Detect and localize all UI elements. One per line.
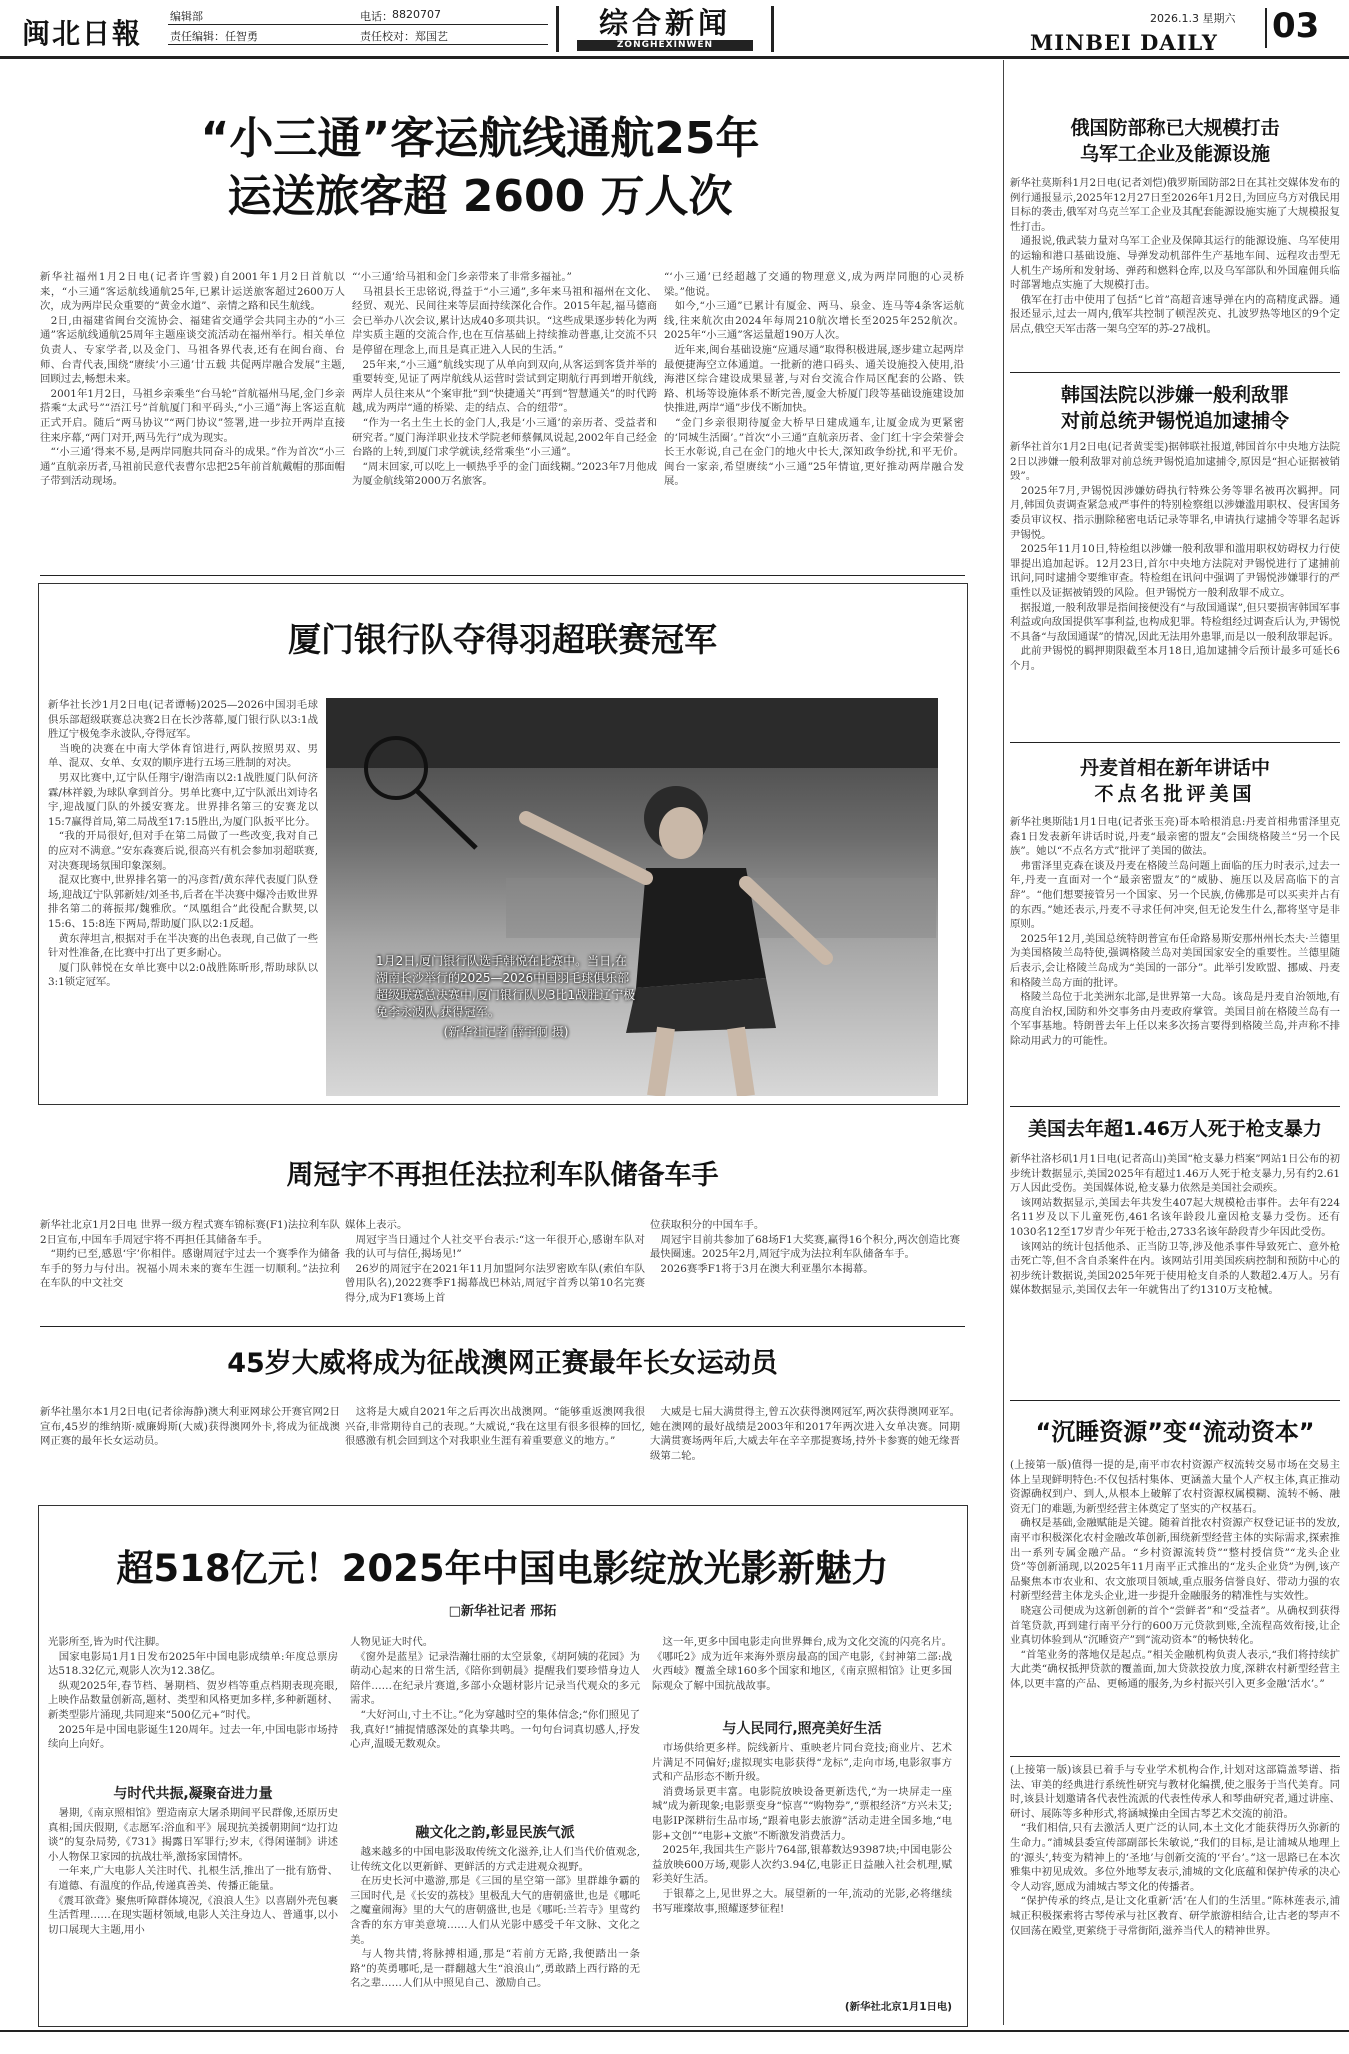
film-dateline: (新华社北京1月1日电) <box>844 2001 952 2013</box>
film-column-2a: 人物见证大时代。 《窗外是蓝星》记录浩瀚壮丽的太空景象,《胡阿姨的花园》为萌动心起来的日常生活,《陪你到朝晨》提醒我们要珍惜身边人陪伴……在纪录片赛道,多部小众题材影片记录当代观众的多元需求。 “大好河山,寸土不让。”化为穿越时空的集体信念;“你们照见了我,真好!”捕捉情感深处的真挚共鸣。一句句台词真切感人,抒发心声,温暖无数观众。 <box>350 1636 640 1751</box>
russia-body: 新华社莫斯科1月2日电(记者刘恺)俄罗斯国防部2日在其社交媒体发布的例行通报显示,2025年12月27日至2026年1月2日,为回应乌方对俄民用目标的袭击,俄军对乌克兰军工企业及其配套能源设施实施了大规模报复性打击。 通报说,俄武装力量对乌军工企业及保障其运行的能源设施、乌军使用的运输和港口基础设施、导弹发动机部件生产基地车间、远程攻击型无人机生产场所和发射场、弹药和燃料仓库,以及乌军部队和外国雇佣兵临时部署地点实施了大规模打击。 俄军在打击中使用了包括“匕首”高超音速导弹在内的高精度武器。通报还显示,过去一周内,俄军共控制了顿涅茨克、扎波罗热等地区的9个定居点,俄空天军击落一架乌空军的苏-27战机。 <box>1010 177 1340 335</box>
zhou-column-2: 媒体上表示。 周冠宇当日通过个人社交平台表示:“这一年很开心,感谢车队对我的认可与信任,揭场见!” 26岁的周冠宇在2021年11月加盟阿尔法罗密欧车队(索伯车队曾用队名),2022赛季F1揭幕战巴林站,周冠宇首秀以第10名完赛得分,成为F1赛场上首 <box>345 1219 645 1304</box>
photo-credit: (新华社记者 薛宇舸 摄) <box>443 1025 569 1039</box>
page-number: 03 <box>1272 6 1320 46</box>
paper-english-name: MINBEI DAILY <box>1030 30 1218 55</box>
denmark-body: 新华社奥斯陆1月1日电(记者张玉亮)哥本哈根消息:丹麦首相弗雷泽里克森1日发表新年讲话时说,丹麦“最亲密的盟友”会围绕格陵兰“另一个民族”。她以“不点名方式”批评了美国的做法。 弗雷泽里克森在谈及丹麦在格陵兰岛问题上面临的压力时表示,过去一年,丹麦一直面对一个“最亲密盟友”的“威胁、施压以及居高临下的言辞”。“他们想要接管另一个国家、另一个民族,仿佛那是可以买卖并占有的东西。”她还表示,丹麦不寻求任何冲突,但无论发生什么,都将坚守是非原则。 2025年12月,美国总统特朗普宣布任命路易斯安那州州长杰夫·兰德里为美国格陵兰岛特使,强调格陵兰岛对美国国家安全的重要性。兰德里随后表示,会让格陵兰岛成为“美国的一部分”。此举引发欧盟、挪威、丹麦和格陵兰岛方面的批评。 格陵兰岛位于北美洲东北部,是世界第一大岛。该岛是丹麦自治领地,有高度自治权,国防和外交事务由丹麦政府掌管。美国目前在格陵兰岛有一个军事基地。特朗普去年上任以来多次扬言要得到格陵兰岛,并声称不排除动用武力的可能性。 <box>1010 816 1340 1047</box>
resources-headline: “沉睡资源”变“流动资本” <box>1035 1418 1315 1446</box>
denmark-headline-line-2: 不点名批评美国 <box>1094 783 1256 805</box>
korea-headline <box>1010 382 1340 434</box>
section-title: 综合新闻 <box>598 6 731 40</box>
denmark-headline <box>1010 755 1340 807</box>
russia-headline-line-2: 乌军工企业及能源设施 <box>1079 143 1270 165</box>
badminton-headline: 厦门银行队夺得羽超联赛冠军 <box>288 620 717 659</box>
photo-caption-text: 1月2日,厦门银行队选手韩悦在比赛中。当日,在湖南长沙举行的2025—2026中国羽毛球俱乐部超级联赛总决赛中,厦门银行队以3比1战胜辽宁极兔李永波队,获得冠军。 <box>376 954 636 1019</box>
three-links-column-1: 新华社福州1月2日电(记者许雪毅)自2001年1月2日首航以来，“小三通”客运航线通航25年,已累计运送旅客超过2600万人次，成为两岸民众重要的“黄金水道”、亲情之路和民生航线。 2日,由福建省闽台交流协会、福建省交通学会共同主办的“小三通”客运航线通航25周年主题座谈交流活动在福州举行。相关单位负责人、专家学者,以及金门、马祖各界代表,还有在闽台商、台师、台青代表,围绕“赓续‘小三通’廿五载 共促两岸融合发展”主题,回顾过去,畅想未来。 2001年1月2日，马祖乡亲乘坐“台马轮”首航福州马尾,金门乡亲搭乘“太武号”“浯江号”首航厦门和平码头,“小三通”海上客运直航正式开启。随后“两马协议”“两门协议”签署,进一步拉开两岸直接往来序幕,“两门对开,两马先行”成为现实。 “‘小三通’得来不易,是两岸同胞共同奋斗的成果。”作为首次“小三通”直航亲历者,马祖前民意代表曹尔忠把25年前首航戴帽的那面帽子带到活动现场。 <box>40 271 345 488</box>
film-column-1b: 暑期,《南京照相馆》塑造南京大屠杀期间平民群像,还原历史真相;国庆假期,《志愿军:浴血和平》展现抗美援朝期间“边打边谈”的复杂局势,《731》揭露日军罪行;岁末,《得闲谨制》讲述小人物保卫家园的抗战壮举,激扬家国情怀。 一年来,广大电影人关注时代、扎根生活,推出了一批有筋骨、有道德、有温度的作品,传递真善美、传播正能量。 《震耳欲聋》聚焦听障群体境况,《浪浪人生》以喜剧外壳包裹生活哲理……在现实题材领域,电影人关注身边人、普通事,以小切口展现大主题,用小 <box>48 1807 338 1936</box>
zhou-headline: 周冠宇不再担任法拉利车队储备车手 <box>286 1160 719 1191</box>
three-links-column-2: “‘小三通’给马祖和金门乡亲带来了非常多福祉。” 马祖县长王忠铭说,得益于“小三通”,多年来马祖和福州在文化、经贸、观光、民间往来等层面持续深化合作。2015年起,福马德商会已举办八次会议,累计达成40多项共识。“这些成果逐步转化为两岸实质主题的交流合作,也在互信基础上持续推动普惠,让交流不只是停留在理念上,而且是真正进入人民的生活。” 25年来,“小三通”航线实现了从单向到双向,从客运到客货并举的重要转变,见证了两岸航线从运营时尝试到定期航行再到增开航线,两岸人员往来从“个案审批”到“快捷通关”再到“智慧通关”的时代跨越,成为两岸“通的桥梁、走的结点、合的纽带”。 “作为一名土生土长的金门人,我是‘小三通’的亲历者、受益者和研究者。”厦门海洋职业技术学院老师蔡佩凤说起,2002年自己经金台路的上转,到厦门求学就读,经常乘坐“小三通”。 “周末回家,可以吃上一顿热乎乎的金门面线糊。”2023年7月他成为厦金航线第2000万名旅客。 <box>352 271 657 488</box>
newspaper-logo: 闽北日報 <box>22 17 143 50</box>
headline-line-2: 运送旅客超 2600 万人次 <box>227 171 733 222</box>
phone-number: 8820707 <box>392 8 441 21</box>
film-column-1a: 光影所至,皆为时代注脚。 国家电影局1月1日发布2025年中国电影成绩单:年度总票房达518.32亿元,观影人次为12.38亿。 纵观2025年,春节档、暑期档、贺岁档等重点档期表现亮眼,上映作品数量创新高,题材、类型和风格更加多样,多种新题材、新类型影片涌现,共同迎来“500亿元+”时代。 2025年是中国电影诞生120周年。过去一年,中国电影市场持续向上向好。 <box>48 1636 338 1751</box>
film-byline: □新华社记者 邢拓 <box>448 1604 557 1619</box>
film-subhead-2: 融文化之韵,彰显民族气派 <box>415 1825 575 1841</box>
korea-body: 新华社首尔1月2日电(记者黄雯雯)据韩联社报道,韩国首尔中央地方法院2日以涉嫌一般利敌罪对前总统尹锡悦追加逮捕令,原因是“担心证据被销毁”。 2025年7月,尹锡悦因涉嫌妨碍执行特殊公务等罪名被再次羁押。同月,韩国负责调查紧急戒严事件的特别检察组以涉嫌滥用职权、侵害国务委员审议权、指示删除秘密电话记录等罪名,申请执行逮捕令等罪名起诉尹锡悦。 2025年11月10日,特检组以涉嫌一般利敌罪和滥用职权妨碍权力行使罪提出追加起诉。12月23日,首尔中央地方法院对尹锡悦进行了逮捕前讯问,同时逮捕令要维审查。特检组在讯问中强调了尹锡悦涉嫌罪行的严重性以及证据被销毁的风险。但尹锡悦方一般利敌罪不成立。 据报道,一般利敌罪是指间接便没有“与敌国通谋”,但只要损害韩国军事利益或向敌国提供军事利益,也构成犯罪。特检组经过调查后认为,尹锡悦不具备“与敌国通谋”的情况,因此无法用外患罪,而是以一般利敌罪起诉。 此前尹锡悦的羁押期限截至本月18日,追加逮捕令后预计最多可延长6个月。 <box>1010 441 1340 672</box>
headline-line-1: “小三通”客运航线通航25年 <box>200 113 760 164</box>
guns-body: 新华社洛杉矶1月1日电(记者高山)美国“枪支暴力档案”网站1日公布的初步统计数据显示,美国2025年有超过1.46万人死于枪支暴力,另有约2.61万人因此受伤。美国媒体说,枪支暴力依然是美国社会顽疾。 该网站数据显示,美国去年共发生407起大规模枪击事件。去年有224名11岁及以下儿童死伤,461名该年龄段儿童因枪支暴力受伤。还有1030名12至17岁青少年死于枪击,2733名该年龄段青少年因此受伤。 该网站的统计包括他杀、正当防卫等,涉及他杀事件导致死亡、意外枪击死亡等,但不含自杀案件在内。该网站引用美国疾病控制和预防中心的初步统计数据说,美国2025年死于使用枪支自杀的人数超2.4万人。另有媒体数据显示,美国仅去年一年就售出了约1310万支枪械。 <box>1010 1153 1340 1297</box>
korea-headline-line-1: 韩国法院以涉嫌一般利敌罪 <box>1060 384 1289 406</box>
badminton-body: 新华社长沙1月2日电(记者谭畅)2025—2026中国羽毛球俱乐部超级联赛总决赛2日在长沙落幕,厦门银行队以3:1战胜辽宁极兔李永波队,夺得冠军。 当晚的决赛在中南大学体育馆进行,两队按照男双、男单、混双、女单、女双的顺序进行五场三胜制的对决。 男双比赛中,辽宁队任翔宇/谢浩南以2:1战胜厦门队何济霖/林祥毅,为球队拿到首分。男单比赛中,辽宁队派出刘诗名宇,迎战厦门队的外援安赛龙。世界排名第三的安赛龙以15:7赢得首局,第二局战至17:15胜出,为厦门队扳平比分。 “我的开局很好,但对手在第二局做了一些改变,我对自己的应对不满意。”安东森赛后说,很高兴有机会参加羽超联赛,对决赛现场氛围印象深刻。 混双比赛中,世界排名第一的冯彦哲/黄东萍代表厦门队登场,迎战辽宁队郭新娃/刘圣书,后者在半决赛中爆冷击败世界排名第二的蒋振邦/魏雅欣。“凤凰组合”此役配合默契,以15:6、15:8连下两局,帮助厦门队以2:1反超。 黄东萍坦言,根据对手在半决赛的出色表现,自己做了一些针对性准备,在比赛中打出了更多耐心。 厦门队韩悦在女单比赛中以2:0战胜陈昕形,帮助球队以3:1锁定冠军。 <box>48 699 318 989</box>
film-subhead-1: 与时代共振,凝聚奋进力量 <box>113 1786 273 1802</box>
film-headline: 超518亿元！2025年中国电影绽放光影新魅力 <box>116 1547 889 1590</box>
section-banner <box>556 6 774 52</box>
three-links-column-3: “‘小三通’已经超越了交通的物理意义,成为两岸同胞的心灵桥梁。”他说。 如今,“小三通”已累计有厦金、两马、泉金、连马等4条客运航线,往来航次由2024年每周210航次增长至2025年252航次。2025年“小三通”客运量超190万人次。 近年来,闽台基础设施“应通尽通”取得积极进展,逐步建立起两岸最便捷海空立体通道。一批新的港口码头、通关设施投入使用,沿海港区综合建设成果显著,与对台交流合作局区配套的公路、铁路、机场等设施体系不断完善,厦金大桥厦门段等基础设施建设加快推进,两岸“通”步伐不断加快。 “金门乡亲很期待厦金大桥早日建成通车,让厦金成为更紧密的‘同城生活圈’。”首次“小三通”直航亲历者、金门红十字会荣誉会长王水彰说,自己在金门的地火中长大,深知政争纷扰,和平无价。闽台一家亲,希望赓续“小三通”25年情谊,更好推动两岸融合发展。 <box>664 271 964 488</box>
denmark-headline-line-1: 丹麦首相在新年讲话中 <box>1079 757 1270 779</box>
zhou-column-3: 位获取积分的中国车手。 周冠宇目前共参加了68场F1大奖赛,赢得16个积分,两次创造比赛最快圈速。2025年2月,周冠宇成为法拉利车队储备车手。 2026赛季F1将于3月在澳大利亚墨尔本揭幕。 <box>650 1219 960 1275</box>
headline-three-links <box>40 110 920 226</box>
editorial-dept-label: 编辑部 <box>170 10 203 23</box>
film-subhead-3: 与人民同行,照亮美好生活 <box>722 1721 882 1737</box>
resources-body: (上接第一版)值得一提的是,南平市农村资源产权流转交易市场在交易主体上呈现鲜明特色:不仅包括村集体、更涵盖大量个人产权主体,真正推动资源确权到户、到人,从根本上破解了农村资源权属模糊、流转不畅、融资无门的难题,为新型经营主体奠定了坚实的产权基石。 确权是基础,金融赋能是关键。随着首批农村资源产权登记证书的发放,南平市积极深化农村金融改革创新,围绕新型经营主体的实际需求,探索推出一系列专属金融产品。“乡村资源流转贷”“整村授信贷”“龙头企业贷”等创新涌现,以2025年11月南平正式推出的“龙头企业贷”为例,该产品聚焦本市农业和、农文旅项目领域,重点服务信誉良好、带动力强的农村新型经营主体龙头企业,进一步提升金融服务的精准性与实效性。 晓寇公司便成为这新创新的首个“尝鲜者”和“受益者”。从确权到获得首笔贷款,再到建行南平分行的600万元贷款到账,全流程高效衔接,让企业真切体验到从“沉睡资产”到“流动资本”的畅快转化。 “首笔业务的落地仅是起点。”相关金融机构负责人表示,“我们将持续扩大此类“确权抵押贷款的覆盖面,加大贷款投放力度,深耕农村新型经营主体,以更丰富的产品、更畅通的服务,为乡村振兴引入更多金融‘活水’。” <box>1010 1459 1340 1690</box>
zhou-column-1: 新华社北京1月2日电 世界一级方程式赛车锦标赛(F1)法拉利车队2日宣布,中国车手周冠宇将不再担任其储备车手。 “期约已至,感恩‘宇’你相伴。感谢周冠宇过去一个赛季作为储备车手的努力与付出。祝福小周未来的赛车生涯一切顺利。”法拉利在车队的中文社交 <box>40 1219 340 1290</box>
russia-headline-line-1: 俄国防部称已大规模打击 <box>1070 117 1280 139</box>
photo-caption <box>376 953 636 1041</box>
williams-headline: 45岁大威将成为征战澳网正赛最年长女运动员 <box>227 1348 778 1379</box>
responsible-editor: 责任编辑：任智勇 <box>170 30 258 43</box>
masthead <box>0 0 1349 58</box>
korea-headline-line-2: 对前总统尹锡悦追加逮捕令 <box>1060 410 1289 432</box>
phone-label: 电话： <box>360 10 393 23</box>
film-column-2b: 越来越多的中国电影汲取传统文化滋养,让人们当代价值观念,让传统文化以更新鲜、更鲜活的方式走进观众视野。 在历史长河中遨游,那是《三国的星空第一部》里群雄争霸的三国时代,是《长安的荔枝》里极乱大气的唐朝盛世,也是《哪吒之魔童闹海》里的大气的唐朝盛世,也是《哪吒:兰若寺》里莺约含香的东方审美意境……人们从光影中感受千年文脉、文化之美。 与人物共情,将脉搏相通,那是“若前方无路,我便踏出一条路”的英勇哪吒,是一群翻越大生“浪浪山”,勇敢踏上西行路的无名之辈……人们从中照见自己、激励自己。 <box>350 1846 640 1990</box>
badminton-photo <box>326 698 938 1096</box>
responsible-proofreader: 责任校对：郑国艺 <box>360 30 448 43</box>
film-column-3b: 市场供给更多样。院线新片、重映老片同台竞技;商业片、艺术片满足不同偏好;虚拟现实电影获得“龙标”,走向市场,电影叙事方式和产品形态不断升级。 消费场景更丰富。电影院放映设备更新迭代,“为一块屏走一座城”成为新现象;电影票变身“惊喜”“购物券”,“票根经济”方兴未艾;电影IP深耕衍生品市场,“跟着电影去旅游”活动走进全国多地,“电影+文创”“电影+文旅”不断激发消费活力。 2025年,我国共生产影片764部,银幕数达93987块;中国电影公益放映600万场,观影人次约3.94亿,电影正日益融入社会机理,赋彩美好生活。 于银幕之上,见世界之大。展望新的一年,流动的光影,必将继续书写璀璨故事,照耀逐梦征程! <box>652 1742 952 1915</box>
williams-column-1: 新华社墨尔本1月2日电(记者徐海静)澳大利亚网球公开赛官网2日宣布,45岁的维纳斯·威廉姆斯(大威)获得澳网外卡,将成为征战澳网正赛的最年长女运动员。 <box>40 1406 340 1448</box>
guns-headline: 美国去年超1.46万人死于枪支暴力 <box>1028 1118 1322 1140</box>
russia-headline <box>1010 115 1340 167</box>
section-pinyin: ZONGHEXINWEN <box>577 40 753 51</box>
williams-column-3: 大威是七届大满贯得主,曾五次获得澳网冠军,两次获得澳网亚军。她在澳网的最好战绩是2003年和2017年两次进入女单决赛。同期大满贯赛场两年后,大威去年在辛辛那提赛场,持外卡参赛的她无缘晋级第二轮。 <box>650 1406 960 1462</box>
williams-column-2: 这将是大威自2021年之后再次出战澳网。“能够重返澳网我很兴奋,非常期待自己的表现。”大威说,“我在这里有很多很棒的回忆,很感激有机会回到这个对我职业生涯有着重要意义的地方。” <box>345 1406 645 1448</box>
guqin-continued-body: (上接第一版)该县已着手与专业学术机构合作,计划对这部篇盖琴谱、指法、审美的经典进行系统性研究与教材化编撰,使之服务于当代美育。同时,该县计划邀请各代表性流派的代表性传承人和琴曲研究者,通过讲座、研讨、展陈等多种形式,将涵城操由全国古琴艺术交流的前沿。 “我们相信,只有去激活人更广泛的认同,本土文化才能获得历久弥新的生命力。”浦城县委宣传部副部长朱敏说,“我们的目标,是让浦城从地理上的‘源头’,转变为精神上的‘圣地’与创新交流的‘平台’。”这一思路已在本次雅集中初见成效。多位外地琴友表示,浦城的文化底蕴和保护传承的决心令人动容,愿成为浦城古琴文化的传播者。 “保护传承的终点,是让文化重新‘活’在人们的生活里。”陈林莲表示,浦城正积极探索将古琴传承与社区教育、研学旅游相结合,让古老的琴声不仅回荡在殿堂,更萦绕于寻常街陌,滋养当代人的精神世界。 <box>1010 1764 1340 1937</box>
film-column-3a: 这一年,更多中国电影走向世界舞台,成为文化交流的闪亮名片。《哪吒2》成为近年来海外票房最高的国产电影,《封神第二部:战火西岐》覆盖全球160多个国家和地区,《南京照相馆》让更多国际观众了解中国抗战故事。 <box>652 1636 952 1692</box>
issue-date: 2026.1.3 星期六 <box>1150 12 1236 25</box>
